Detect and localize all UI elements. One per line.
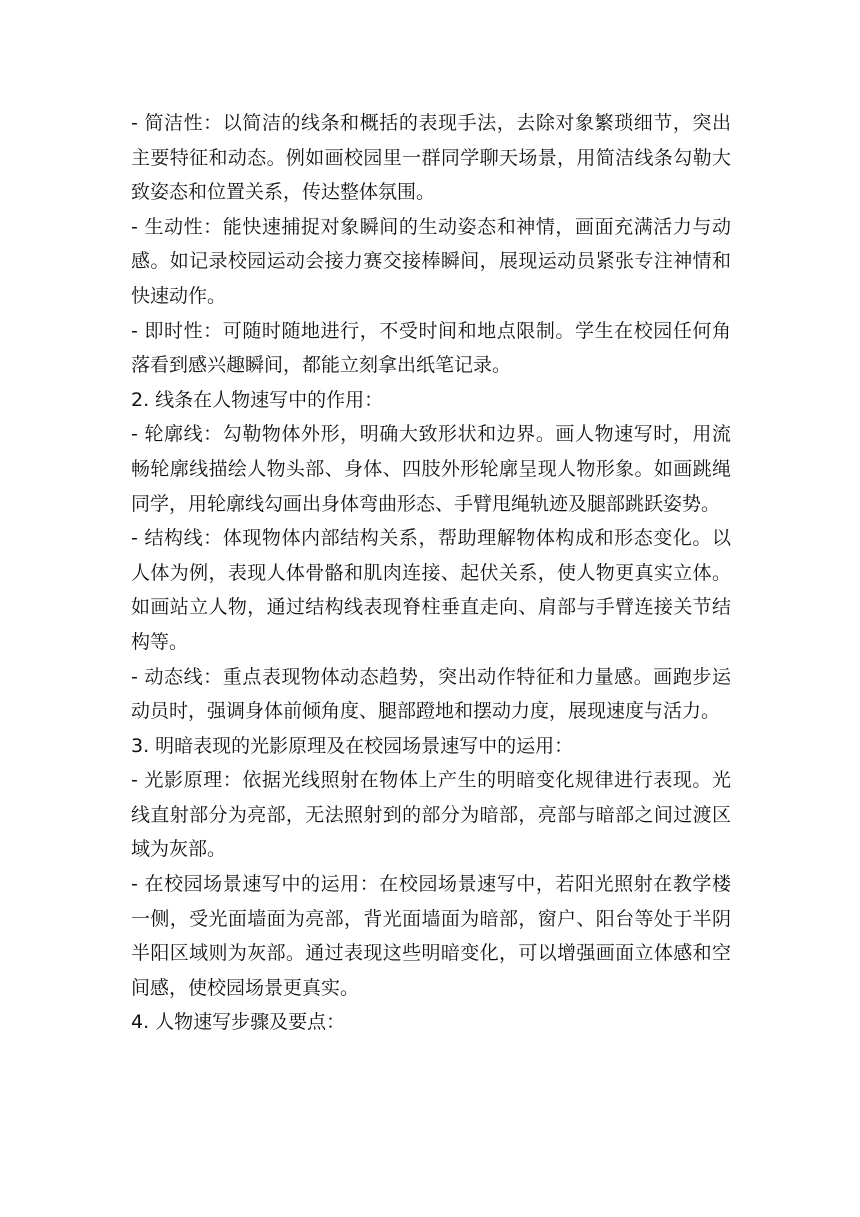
paragraph-immediacy: - 即时性：可随时随地进行，不受时间和地点限制。学生在校园任何角落看到感兴趣瞬间，都能立刻拿出纸笔记录。: [131, 319, 731, 377]
heading-line-role: 2. 线条在人物速写中的作用：: [131, 388, 384, 411]
paragraph-campus-application: - 在校园场景速写中的运用：在校园场景速写中，若阳光照射在教学楼一侧，受光面墙面为亮部，背光面墙面为暗部，窗户、阳台等处于半阴半阳区域则为灰部。通过表现这些明暗变化，可以增强画面立体感和空间感，使校园场景更真实。: [131, 873, 731, 999]
paragraph-motion-line: - 动态线：重点表现物体动态趋势，突出动作特征和力量感。画跑步运动员时，强调身体前倾角度、腿部蹬地和摆动力度，展现速度与活力。: [131, 665, 731, 723]
paragraph-contour-line: - 轮廓线：勾勒物体外形，明确大致形状和边界。画人物速写时，用流畅轮廓线描绘人物头部、身体、四肢外形轮廓呈现人物形象。如画跳绳同学，用轮廓线勾画出身体弯曲形态、手臂甩绳轨迹及腿部跳跃姿势。: [131, 423, 731, 515]
heading-light-shadow: 3. 明暗表现的光影原理及在校园场景速写中的运用：: [131, 734, 574, 757]
paragraph-light-principle: - 光影原理：依据光线照射在物体上产生的明暗变化规律进行表现。光线直射部分为亮部，无法照射到的部分为暗部，亮部与暗部之间过渡区域为灰部。: [131, 769, 731, 861]
heading-sketch-steps: 4. 人物速写步骤及要点：: [131, 1011, 346, 1034]
paragraph-simplicity: - 简洁性：以简洁的线条和概括的表现手法，去除对象繁琐细节，突出主要特征和动态。例如画校园里一群同学聊天场景，用简洁线条勾勒大致姿态和位置关系，传达整体氛围。: [131, 112, 731, 204]
paragraph-structure-line: - 结构线：体现物体内部结构关系，帮助理解物体构成和形态变化。以人体为例，表现人体骨骼和肌肉连接、起伏关系，使人物更真实立体。如画站立人物，通过结构线表现脊柱垂直走向、肩部与手臂连接关节结构等。: [131, 527, 731, 653]
document-body: [131, 106, 731, 1040]
paragraph-vividness: - 生动性：能快速捕捉对象瞬间的生动姿态和神情，画面充满活力与动感。如记录校园运动会接力赛交接棒瞬间，展现运动员紧张专注神情和快速动作。: [131, 215, 731, 307]
